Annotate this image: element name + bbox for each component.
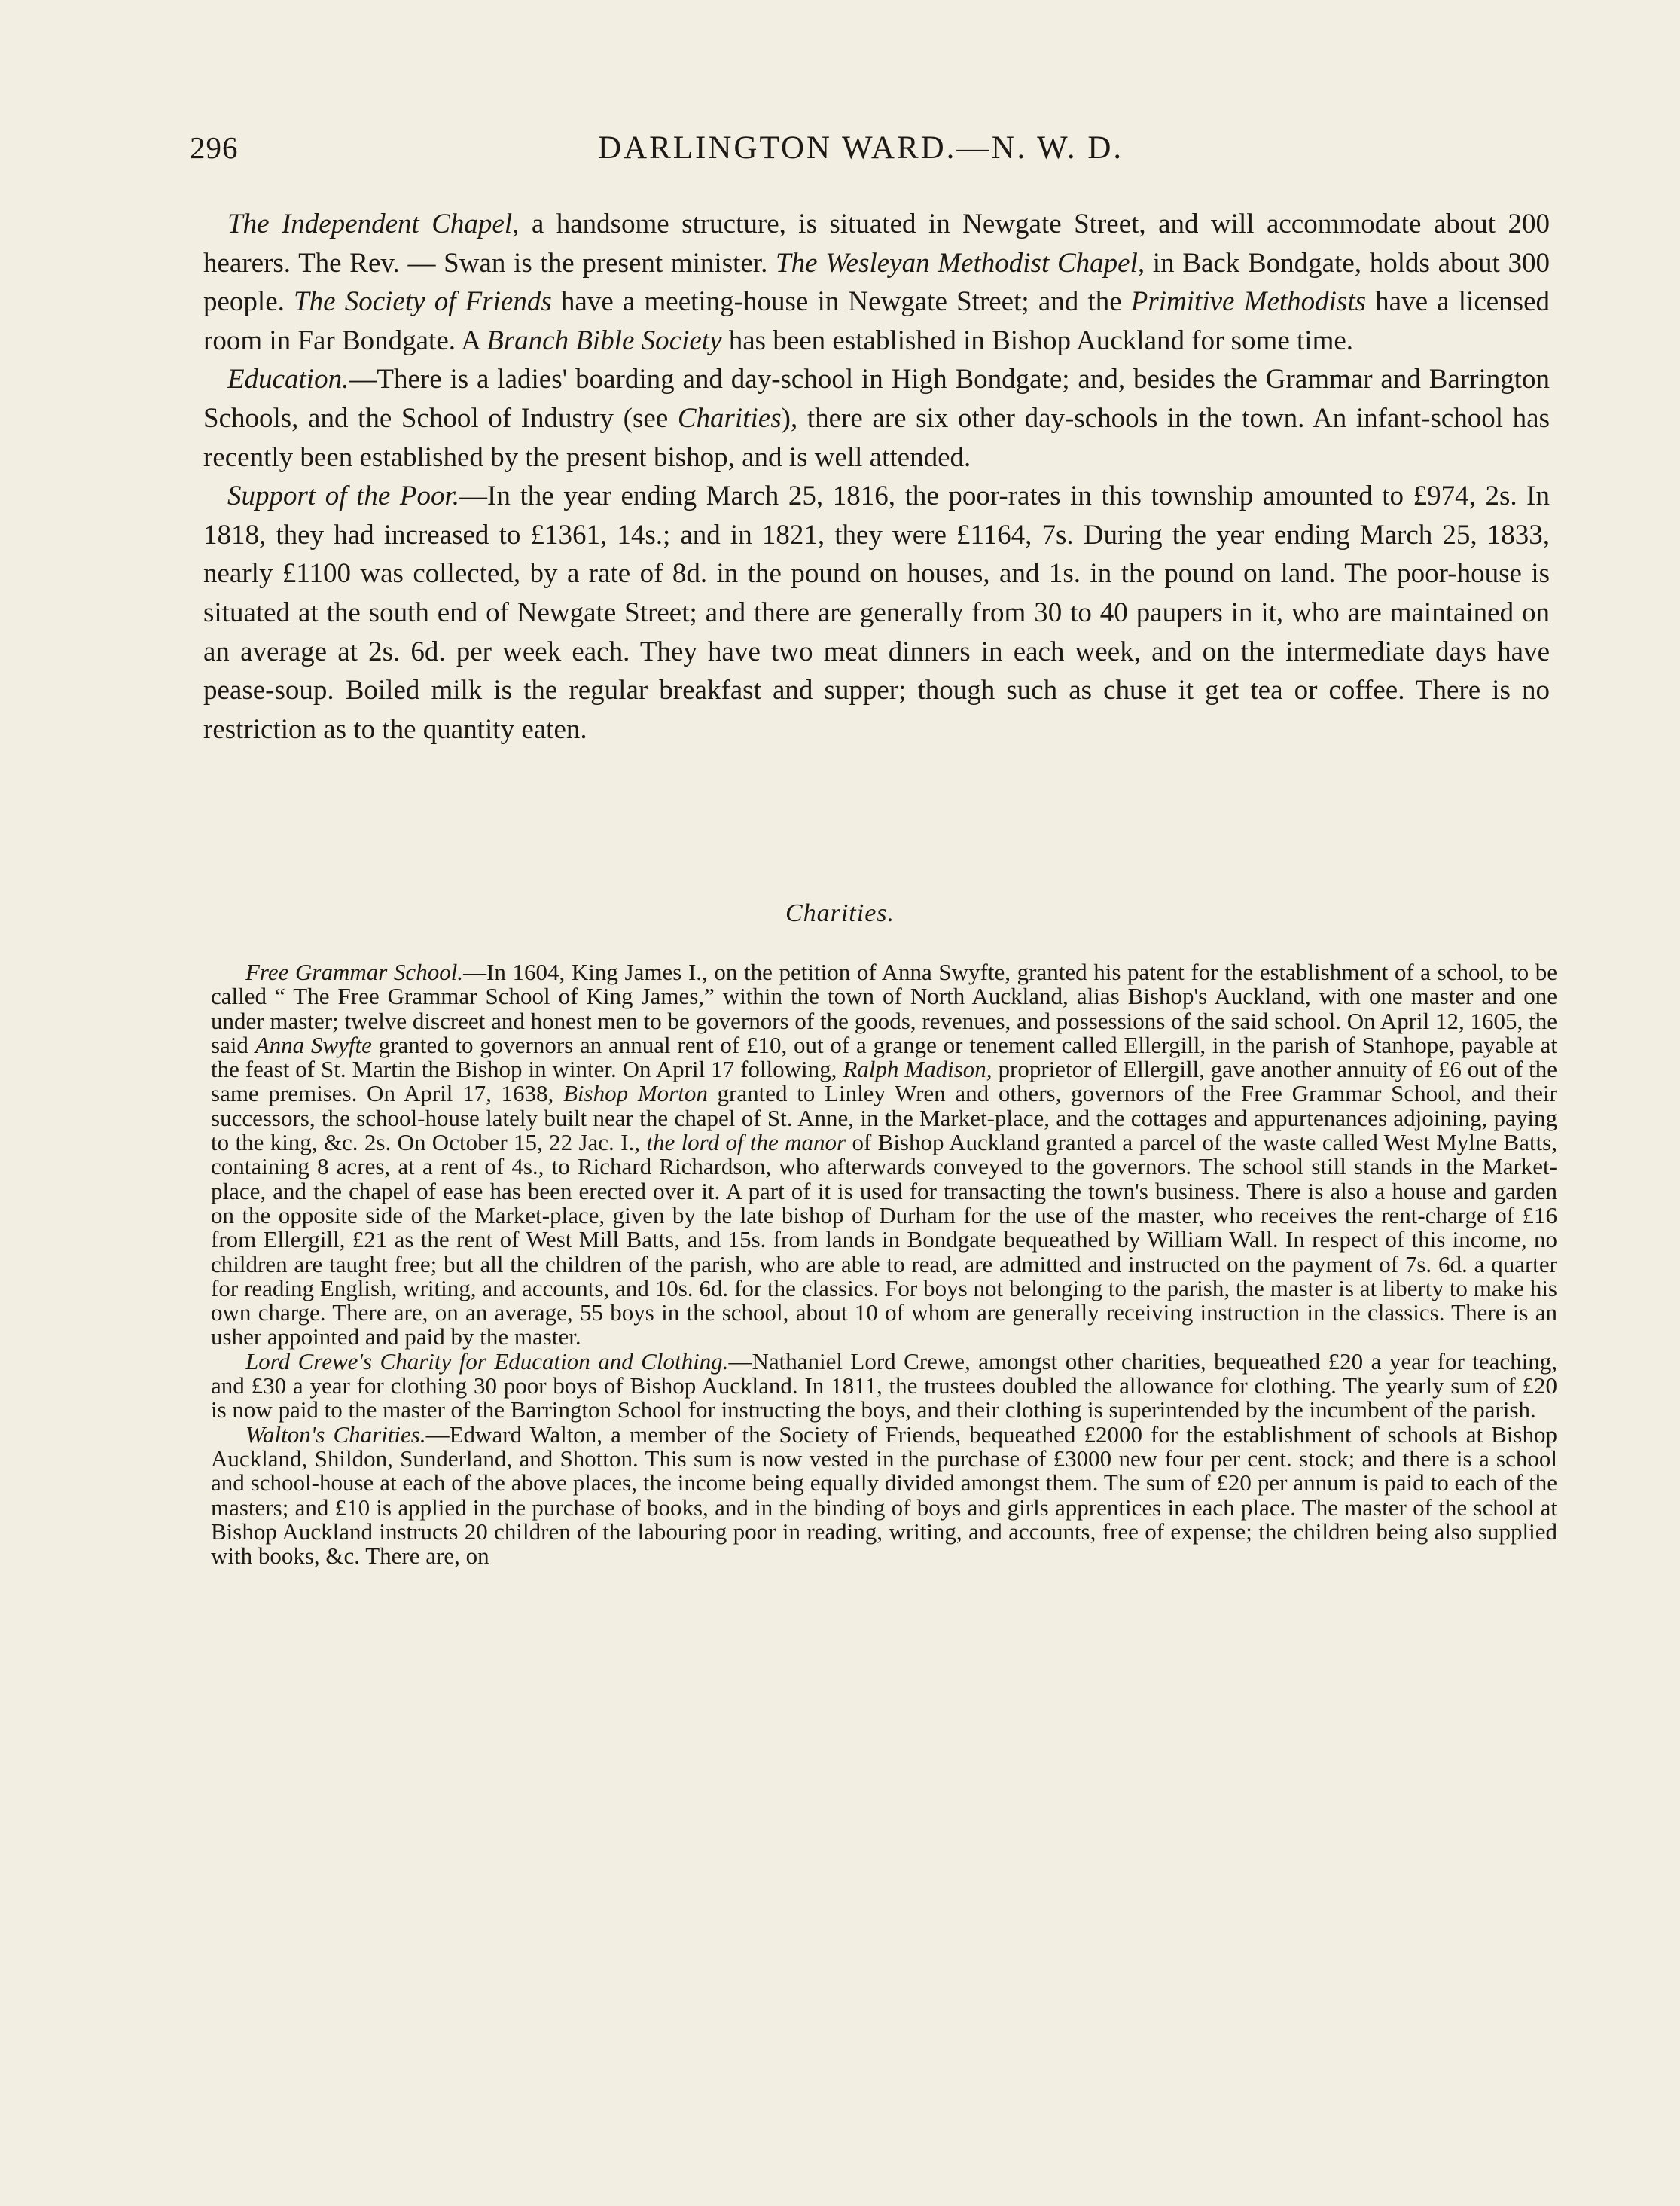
running-head: DARLINGTON WARD.—N. W. D. <box>598 130 1124 166</box>
paragraph-text: —Nathaniel Lord Crewe, amongst other charities, bequeathed £20 a year for teaching, and £30 a year for clothing 30 poor boys of Bishop Auckland. In 1811, the trustees doubled the allowance for clothing. The yearly sum of £20 is now paid to the master of the Barrington School for instructing the boys, and their clothing is superintended by the incumbent of the parish. <box>211 1347 1557 1423</box>
paragraph-text: in Back Bondgate, holds about 300 people. <box>203 247 1550 318</box>
italic-lead: Primitive Methodists <box>1130 286 1367 318</box>
italic-name: Anna Swyfte <box>255 1031 372 1058</box>
italic-lead: The Society of Friends <box>294 286 552 318</box>
italic-reference: Charities <box>677 402 782 434</box>
italic-name: the lord of the manor <box>646 1129 846 1156</box>
page-header <box>190 130 1545 175</box>
paragraph-text: of Bishop Auckland granted a parcel of the waste called West Mylne Batts, containing 8 acres, at a rent of 4s., to Richard Richardson, who afterwards conveyed to the governors. The school still stands in the Market-place, and the chapel of ease has been erected over it. A part of it is used for transacting the town's business. There is also a house and garden on the opposite side of the Market-place, given by the late bishop of Durham for the use of the master, who receives the rent-charge of £16 from Ellergill, £21 as the rent of West Mill Batts, and 15s. from lands in Bondgate bequeathed by William Wall. In respect of this income, no children are taught free; but all the children of the parish, who are able to read, are admitted and instructed on the payment of 7s. 6d. a quarter for reading English, writing, and accounts, and 10s. 6d. for the classics. For boys not belonging to the parish, the master is at liberty to make his own charge. There are, on an average, 55 boys in the school, about 10 of whom are generally receiving instruction in the classics. There is an usher appointed and paid by the master. <box>211 1129 1557 1350</box>
paragraph-text: —In the year ending March 25, 1816, the poor-rates in this township amounted to £974, 2s. In 1818, they had increased to £1361, 14s.; and in 1821, they were £1164, 7s. During the year ending March 25, 1833, nearly £1100 was collected, by a rate of 8d. in the pound on houses, and 1s. in the pound on land. The poor-house is situated at the south end of Newgate Street; and there are generally from 30 to 40 paupers in it, who are maintained on an average at 2s. 6d. per week each. They have two meat dinners in each week, and on the intermediate days have pease-soup. Boiled milk is the regular breakfast and supper; though such as chuse it get tea or coffee. There is no restriction as to the quantity eaten. <box>203 481 1550 745</box>
paragraph-education <box>203 360 1550 477</box>
italic-name: Ralph Madison, <box>843 1056 992 1083</box>
paragraph-text: —Edward Walton, a member of the Society of Friends, bequeathed £2000 for the establishment of schools at Bishop Auckland, Shildon, Sunderland, and Shotton. This sum is now vested in the purchase of £3000 new four per cent. stock; and there is a school and school-house at each of the above places, the income being equally divided amongst them. The sum of £20 per annum is paid to each of the masters; and £10 is applied in the purchase of books, and in the binding of boys and girls apprentices in each place. The master of the school at Bishop Auckland instructs 20 children of the labouring poor in reading, writing, and accounts, free of expense; the children being also supplied with books, &c. There are, on <box>211 1420 1557 1570</box>
paragraph-text: have a meeting-house in Newgate Street; and the <box>551 286 1131 318</box>
paragraph-crewe-charity <box>211 1347 1557 1423</box>
paragraph-text: a handsome structure, is situated in Newgate Street, and will accommodate about 200 hearers. The Rev. — Swan is the present minister. <box>203 209 1550 279</box>
paragraph-text: have a licensed room in Far Bondgate. A <box>203 286 1550 356</box>
italic-lead: The Independent Chapel, <box>227 209 520 240</box>
italic-lead: The Wesleyan Methodist Chapel, <box>776 247 1145 279</box>
paragraph-walton-charities <box>211 1420 1557 1570</box>
paragraph-text: —In 1604, King James I., on the petition of Anna Swyfte, granted his patent for the establishment of a school, to be called “ The Free Grammar School of King James,” within the town of North Auckland, alias Bishop's Auckland, with one master and one under master; twelve discreet and honest men to be governors of the goods, revenues, and possessions of the said school. On April 12, 1605, the said <box>211 959 1558 1058</box>
italic-name: Bishop Morton <box>563 1080 708 1107</box>
paragraph-text: granted to governors an annual rent of £10, out of a grange or tenement called Ellergill, in the parish of Stanhope, payable at the feast of St. Martin the Bishop in winter. On April 17 following, <box>211 1031 1558 1083</box>
paragraph-chapels <box>203 205 1550 360</box>
paragraph-text: has been established in Bishop Auckland for some time. <box>721 325 1354 356</box>
italic-lead: Education. <box>227 364 349 395</box>
italic-lead: Free Grammar School. <box>245 959 464 985</box>
italic-lead: Branch Bible Society <box>486 325 722 356</box>
paragraph-text: proprietor of Ellergill, gave another annuity of £6 out of the same premises. On April 17, 1638, <box>211 1056 1557 1107</box>
charities-text <box>211 960 1557 1568</box>
main-text <box>203 205 1550 749</box>
paragraph-text: granted to Linley Wren and others, governors of the Free Grammar School, and their successors, the school-house lately built near the chapel of St. Anne, in the Market-place, and the cottages and appurtenances adjoining, paying to the king, &c. 2s. On October 15, 22 Jac. I., <box>211 1080 1557 1156</box>
italic-lead: Support of the Poor. <box>227 481 460 512</box>
paragraph-poor <box>203 477 1550 749</box>
italic-lead: Lord Crewe's Charity for Education and Clothing. <box>245 1347 729 1375</box>
section-heading: Charities. <box>785 899 895 927</box>
paragraph-text: —There is a ladies' boarding and day-school in High Bondgate; and, besides the Grammar and Barrington Schools, and the School of Industry (see <box>203 364 1550 434</box>
italic-lead: Walton's Charities. <box>245 1420 426 1448</box>
paragraph-text: ), there are six other day-schools in the town. An infant-school has recently been established by the present bishop, and is well attended. <box>203 402 1550 473</box>
page-number: 296 <box>190 130 239 165</box>
paragraph-grammar-school <box>211 960 1557 1350</box>
